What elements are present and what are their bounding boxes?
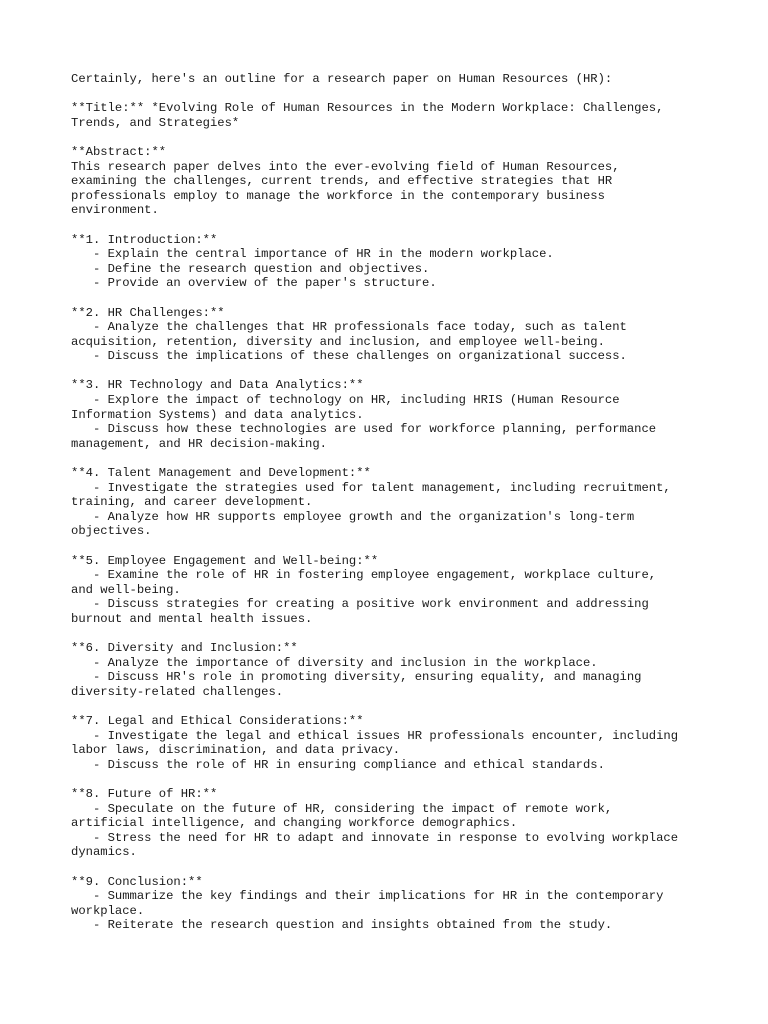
section-future-of-hr: **8. Future of HR:** - Speculate on the future of HR, considering the impact of remote work, artificial intelligence, and changing workforce demographics. - Stress the need for HR to adapt and innovate in response to evolving workplace dynamics. — [71, 787, 679, 860]
section-introduction: **1. Introduction:** - Explain the central importance of HR in the modern workplace. - Define the research question and objectives. - Provide an overview of the paper's structure. — [71, 232, 554, 291]
section-employee-engagement: **5. Employee Engagement and Well-being:** - Examine the role of HR in fostering employee engagement, workplace culture, and well-being. - Discuss strategies for creating a positive work environment and addressing burnout and mental health issues. — [71, 553, 657, 626]
section-hr-challenges: **2. HR Challenges:** - Analyze the challenges that HR professionals face today, such as talent acquisition, retention, diversity and inclusion, and employee well-being. - Discuss the implications of these challenges on organizational success. — [71, 305, 627, 364]
section-diversity-inclusion: **6. Diversity and Inclusion:** - Analyze the importance of diversity and inclusion in the workplace. - Discuss HR's role in promoting diversity, ensuring equality, and managing diversity-related challenges. — [71, 641, 642, 699]
intro-line: Certainly, here's an outline for a research paper on Human Resources (HR): — [71, 72, 613, 86]
abstract-section: **Abstract:** This research paper delves into the ever-evolving field of Human Resources, examining the challenges, current trends, and effective strategies that HR professionals employ to manage the workforce in the contemporary business environment. — [71, 144, 620, 218]
section-conclusion: **9. Conclusion:** - Summarize the key findings and their implications for HR in the contemporary workplace. - Reiterate the research question and insights obtained from the study. — [71, 874, 664, 933]
section-hr-technology: **3. HR Technology and Data Analytics:** - Explore the impact of technology on HR, including HRIS (Human Resource Information Systems) and data analytics. - Discuss how these technologies are used for workforce planning, performance management, and HR decision-making. — [71, 378, 657, 451]
section-legal-ethical: **7. Legal and Ethical Considerations:** - Investigate the legal and ethical issues HR professionals encounter, including labor laws, discrimination, and data privacy. - Discuss the role of HR in ensuring compliance and ethical standards. — [71, 714, 679, 772]
document-page — [71, 72, 711, 948]
title-paragraph: **Title:** *Evolving Role of Human Resources in the Modern Workplace: Challenges, Trends, and Strategies* — [71, 101, 664, 130]
section-talent-management: **4. Talent Management and Development:** - Investigate the strategies used for talent management, including recruitment, training, and career development. - Analyze how HR supports employee growth and the organization's long-term objectives. — [71, 466, 671, 539]
